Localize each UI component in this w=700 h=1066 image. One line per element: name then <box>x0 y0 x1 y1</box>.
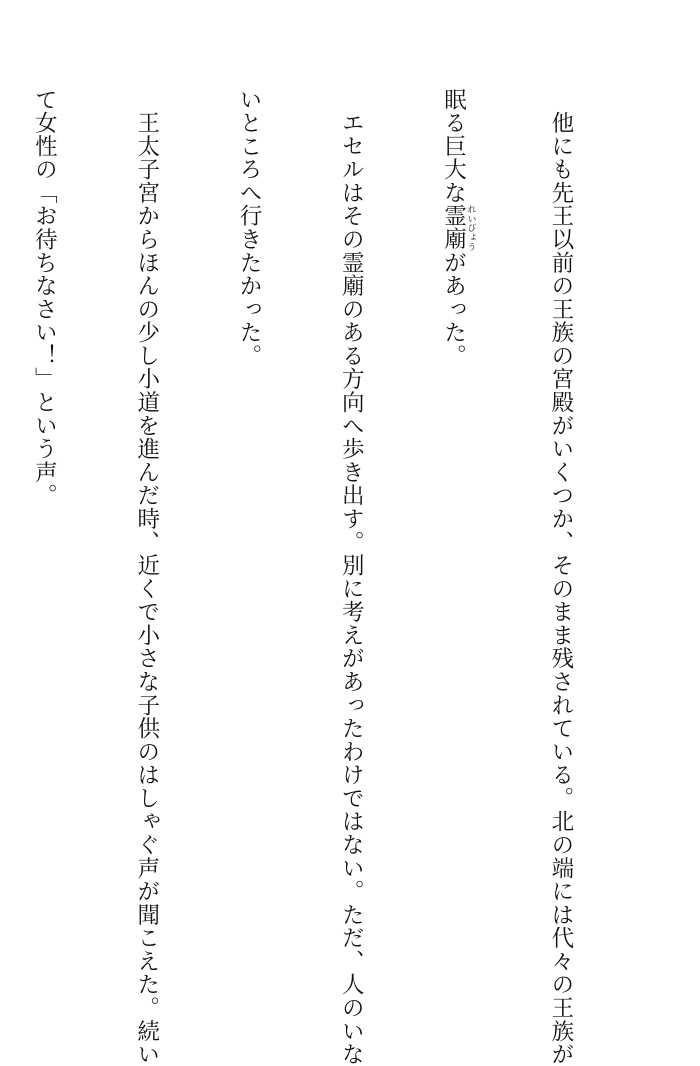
text-line-3: エセルはその霊廟のある方向へ歩き出す。別に考えがあったわけではない。ただ、人のいな <box>338 88 365 1066</box>
text-line-5: 王太子宮からほんの少し小道を進んだ時、近くで小さな子供のはしゃぐ声が聞こえた。続い <box>133 88 160 1066</box>
text-line-1: 他にも先王以前の王族の宮殿がいくつか、そのまま残されている。北の端には代々の王族が <box>547 88 574 1066</box>
text-line-6: て女性の「お待ちなさい！」という声。 <box>31 88 58 508</box>
ruby-reibyo-base: 霊廟 <box>440 204 467 252</box>
vertical-text-body <box>0 88 646 1066</box>
text-line-2 <box>436 88 475 968</box>
text-line-4: いところへ行きたかった。 <box>235 88 262 368</box>
ruby-reibyo <box>440 204 476 252</box>
ruby-reibyo-reading: れいびょう <box>465 204 476 252</box>
text-line-2-start: 眠る巨大な <box>440 88 467 205</box>
text-line-2-end: があった。 <box>440 251 467 368</box>
